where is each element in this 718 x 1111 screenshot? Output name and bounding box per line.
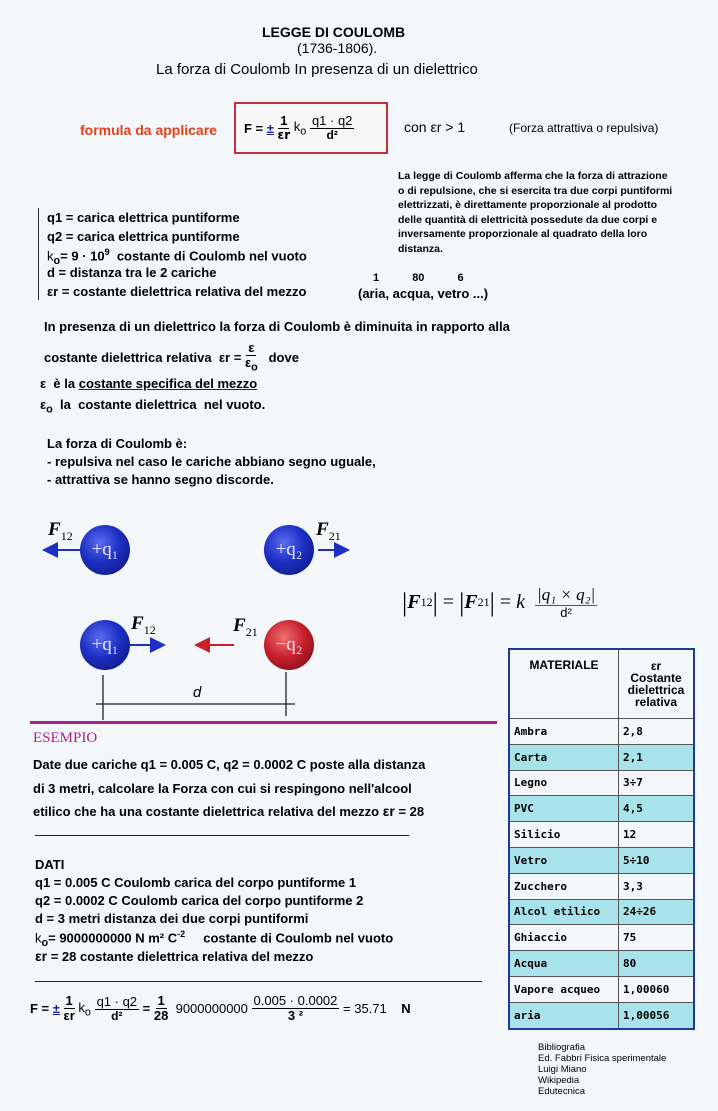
epsilon0-definition: $\varepsilon_o$ la costante dielettrica nel vuoto. xyxy=(40,397,266,416)
material-name: PVC xyxy=(509,796,619,822)
label-f21-top: $F_{21}$ xyxy=(316,519,341,543)
formula-fraction-charges: $\frac{q1 \cdot q2}{\text{d²}}$ xyxy=(311,112,353,143)
table-row xyxy=(509,976,694,1002)
material-value: 1,00060 xyxy=(619,976,695,1002)
material-value: 4,5 xyxy=(619,796,695,822)
dati-d: d = 3 metri distanza dei due corpi puntiformi xyxy=(35,911,309,926)
table-row xyxy=(509,1002,694,1028)
er-fraction: $\frac{\varepsilon}{\varepsilon_o}$ xyxy=(244,340,258,374)
epsilon-definition: ε è la costante specifica del mezzo xyxy=(40,376,258,391)
distance-label: d xyxy=(193,684,202,701)
legend-q1: q1 = carica elettrica puntiforme xyxy=(47,210,240,225)
table-row xyxy=(509,925,694,951)
material-value: 3,3 xyxy=(619,873,695,899)
material-value: 75 xyxy=(619,925,695,951)
legend-bracket xyxy=(38,208,39,300)
material-value: 24÷26 xyxy=(619,899,695,925)
example-line3: etilico che ha una costante dielettrica relativa del mezzo εr = 28 xyxy=(33,803,425,819)
page-subtitle: La forza di Coulomb In presenza di un dielettrico xyxy=(156,61,478,78)
material-value: 3÷7 xyxy=(619,770,695,796)
charge-top-right: +q₂ xyxy=(264,525,314,575)
material-name: Carta xyxy=(509,744,619,770)
formula-k: $k_o$ xyxy=(293,118,307,138)
material-name: Vapore acqueo xyxy=(509,976,619,1002)
legend-er: εr = costante dielettrica relativa del mezzo xyxy=(47,284,307,299)
example-divider xyxy=(30,721,497,724)
material-value: 2,1 xyxy=(619,744,695,770)
nature-attractive: - attrattiva se hanno segno discorde. xyxy=(47,472,274,487)
nature-repulsive: - repulsiva nel caso le cariche abbiano segno uguale, xyxy=(47,454,376,469)
example-rule xyxy=(35,835,409,836)
material-name: Silicio xyxy=(509,822,619,848)
material-value: 5÷10 xyxy=(619,847,695,873)
material-value: 12 xyxy=(619,822,695,848)
material-name: Zucchero xyxy=(509,873,619,899)
header-er: εr Costante dielettrica relativa xyxy=(619,649,695,719)
dati-heading: DATI xyxy=(35,857,65,872)
label-f12-bottom: $F_{12}$ xyxy=(131,613,156,637)
table-row xyxy=(509,744,694,770)
legend-q2: q2 = carica elettrica puntiforme xyxy=(47,229,240,244)
material-value: 80 xyxy=(619,951,695,977)
dielectric-line2: costante dielettrica relativa εr = $\frac{\varepsilon}{\varepsilon_o}$ dove xyxy=(44,340,299,374)
calculation-formula: F = ± $\frac{1}{\varepsilon r}$ $k_o$ $\frac{q1 \cdot q2}{\text{d²}}$ = $\frac{1}{28}$ 9000000000 $\frac{0.005 \cdot 0.0002}{\text{3 ²}}$ = 35.71 N xyxy=(30,993,411,1024)
dielectric-line1: In presenza di un dielettrico la forza di Coulomb è diminuita in rapporto alla xyxy=(44,319,510,334)
formula-label: formula da applicare xyxy=(80,122,217,138)
legend-examples: (aria, acqua, vetro ...) xyxy=(358,286,489,301)
example-line1: Date due cariche q1 = 0.005 C, q2 = 0.0002 C poste alla distanza xyxy=(33,757,426,772)
table-row xyxy=(509,770,694,796)
dati-q1: q1 = 0.005 C Coulomb carica del corpo puntiforme 1 xyxy=(35,875,357,890)
formula-fraction-er: $\frac{1}{\varepsilon r}$ xyxy=(277,112,291,143)
formula-note: (Forza attrattiva o repulsiva) xyxy=(509,121,659,135)
material-name: Acqua xyxy=(509,951,619,977)
dati-q2: q2 = 0.0002 C Coulomb carica del corpo puntiforme 2 xyxy=(35,893,364,908)
table-row xyxy=(509,822,694,848)
formula-condition: con εr > 1 xyxy=(404,119,466,135)
dati-k: $k_o= 9000000000$ N m² $C^{-2}$ costante di Coulomb nel vuoto xyxy=(35,929,394,949)
magnitude-formula: | F 12 | = | F 21 | = k $\frac{\text{|q₁ × q₂|}}{\text{d²}}$ xyxy=(402,585,596,620)
label-f21-bottom: $F_{21}$ xyxy=(233,615,258,639)
header-materiale: MATERIALE xyxy=(509,649,619,719)
example-line2: di 3 metri, calcolare la Forza con cui si respingono nell'alcool xyxy=(33,781,412,796)
table-row xyxy=(509,951,694,977)
example-heading: ESEMPIO xyxy=(33,730,98,746)
legend-d: d = distanza tra le 2 cariche xyxy=(47,265,217,280)
page-years: (1736-1806). xyxy=(297,40,378,56)
material-name: Vetro xyxy=(509,847,619,873)
table-row xyxy=(509,719,694,745)
charge-bottom-right: −q₂ xyxy=(264,620,314,670)
coulomb-definition: La legge di Coulomb afferma che la forza di attrazione o di repulsione, che si esercita tra due corpi puntiformi elettrizzati, è direttamente proporzionale al prodotto delle quantità di elettricità possedute da due corpi e inversamente proporzionale al quadrato della loro distanza. xyxy=(398,170,673,255)
material-value: 1,00056 xyxy=(619,1002,695,1028)
material-name: aria xyxy=(509,1002,619,1028)
table-row xyxy=(509,873,694,899)
legend-example-values: 1 80 6 xyxy=(373,272,464,284)
legend-k: $k_o= 9 \cdot 10^9$ costante di Coulomb nel vuoto xyxy=(47,247,307,267)
formula-lhs: F = xyxy=(244,120,264,136)
table-row xyxy=(509,847,694,873)
page-title: LEGGE DI COULOMB xyxy=(262,24,406,40)
label-f12-top: $F_{12}$ xyxy=(48,519,73,543)
table-row xyxy=(509,796,694,822)
material-name: Ambra xyxy=(509,719,619,745)
plus-minus-sign: ± xyxy=(266,120,274,136)
material-name: Alcol etilico xyxy=(509,899,619,925)
material-value: 2,8 xyxy=(619,719,695,745)
table-row xyxy=(509,899,694,925)
nature-intro: La forza di Coulomb è: xyxy=(47,436,188,451)
charge-bottom-left: +q₁ xyxy=(80,620,130,670)
formula-box xyxy=(234,102,388,154)
dati-er: εr = 28 costante dielettrica relativa del mezzo xyxy=(35,948,314,964)
materials-table xyxy=(508,648,695,1030)
material-name: Ghiaccio xyxy=(509,925,619,951)
charge-top-left: +q₁ xyxy=(80,525,130,575)
bibliography: Bibliografia Ed. Fabbri Fisica sperimentale Luigi Miano Wikipedia Edutecnica xyxy=(538,1042,667,1097)
material-name: Legno xyxy=(509,770,619,796)
dati-rule xyxy=(35,981,482,982)
